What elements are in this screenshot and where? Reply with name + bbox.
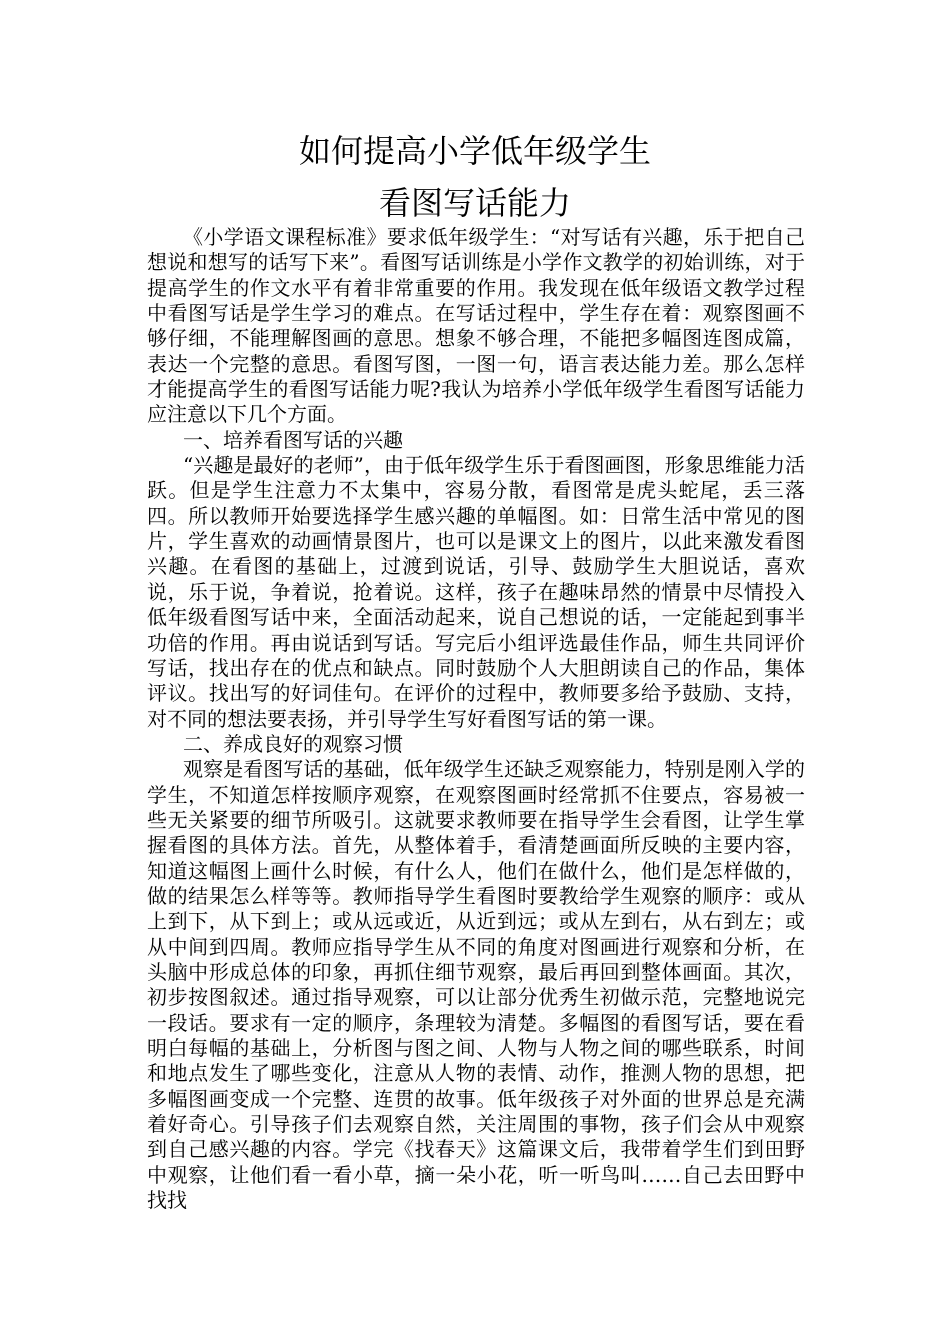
document-body <box>147 225 805 1213</box>
section-paragraph-interest: “兴趣是最好的老师”，由于低年级学生乐于看图画图，形象思维能力活跃。但是学生注意力不太集中，容易分散，看图常是虎头蛇尾，丢三落四。所以教师开始要选择学生感兴趣的单幅图。如：日常生活中常见的图片，学生喜欢的动画情景图片，也可以是课文上的图片，以此来激发看图兴趣。在看图的基础上，过渡到说话，引导、鼓励学生大胆说话，喜欢说，乐于说，争着说，抢着说。这样，孩子在趣味昂然的情景中尽情投入低年级看图写话中来，全面活动起来，说自己想说的话，一定能起到事半功倍的作用。再由说话到写话。写完后小组评选最佳作品，师生共同评价写话，找出存在的优点和缺点。同时鼓励个人大胆朗读自己的作品，集体评议。找出写的好词佳句。在评价的过程中，教师要多给予鼓励、支持，对不同的想法要表扬，并引导学生写好看图写话的第一课。 <box>147 453 805 731</box>
document-title-line-2: 看图写话能力 <box>378 184 571 222</box>
section-heading-interest: 一、培养看图写话的兴趣 <box>183 427 403 452</box>
section-paragraph-observation: 观察是看图写话的基础，低年级学生还缺乏观察能力，特别是刚入学的学生，不知道怎样按顺序观察，在观察图画时经常抓不住要点，容易被一些无关紧要的细节所吸引。这就要求教师要在指导学生会看图，让学生掌握看图的具体方法。首先，从整体着手，看清楚画面所反映的主要内容，知道这幅图上画什么时候，有什么人，他们在做什么，他们是怎样做的，做的结果怎么样等等。教师指导学生看图时要教给学生观察的顺序：或从上到下，从下到上；或从远或近，从近到远；或从左到右，从右到左；或从中间到四周。教师应指导学生从不同的角度对图画进行观察和分析，在头脑中形成总体的印象，再抓住细节观察，最后再回到整体画面。其次，初步按图叙述。通过指导观察，可以让部分优秀生初做示范，完整地说完一段话。要求有一定的顺序，条理较为清楚。多幅图的看图写话，要在看明白每幅的基础上，分析图与图之间、人物与人物之间的哪些联系，时间和地点发生了哪些变化，注意从人物的表情、动作，推测人物的思想，把多幅图画变成一个完整、连贯的故事。低年级孩子对外面的世界总是充满着好奇心。引导孩子们去观察自然，关注周围的事物，孩子们会从中观察到自己感兴趣的内容。学完《找春天》这篇课文后，我带着学生们到田野中观察，让他们看一看小草，摘一朵小花，听一听鸟叫……自己去田野中找找 <box>147 757 805 1213</box>
section-heading-observation: 二、养成良好的观察习惯 <box>183 731 403 756</box>
document-title-line-1: 如何提高小学低年级学生 <box>298 132 651 170</box>
intro-paragraph: 《小学语文课程标准》要求低年级学生：“对写话有兴趣，乐于把自己想说和想写的话写下来”。看图写话训练是小学作文教学的初始训练，对于提高学生的作文水平有着非常重要的作用。我发现在低年级语文教学过程中看图写话是学生学习的难点。在写话过程中，学生存在着：观察图画不够仔细，不能理解图画的意思。想象不够合理，不能把多幅图连图成篇，表达一个完整的意思。看图写图，一图一句，语言表达能力差。那么怎样才能提高学生的看图写话能力呢?我认为培养小学低年级学生看图写话能力应注意以下几个方面。 <box>147 225 805 427</box>
